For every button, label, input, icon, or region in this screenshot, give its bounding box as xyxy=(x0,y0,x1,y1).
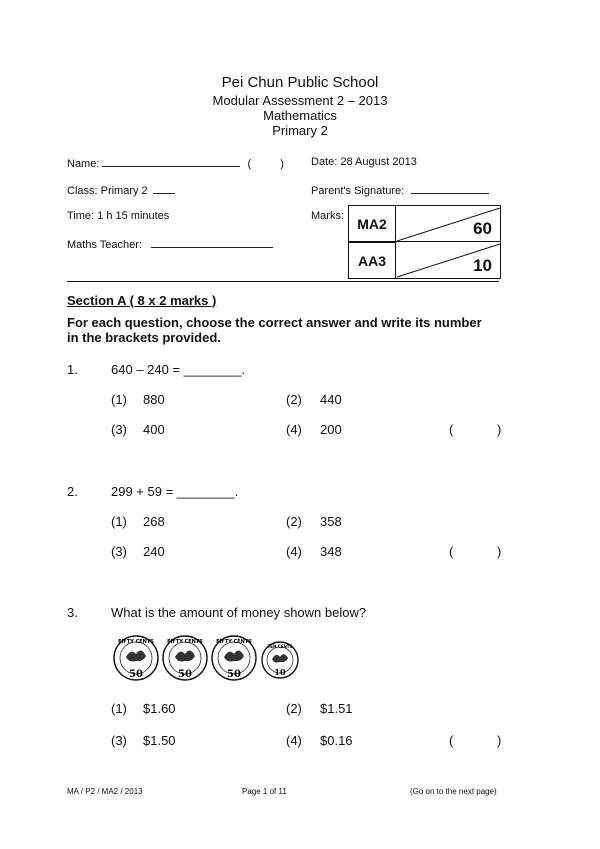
question-3-text: What is the amount of money shown below? xyxy=(111,605,367,620)
q1-option-1-value: 880 xyxy=(143,392,165,407)
q1-option-2-number: (2) xyxy=(286,392,302,407)
coin-10-cents-icon xyxy=(262,642,298,678)
name-paren-open: ( xyxy=(247,158,252,170)
coin-50-cents-3-icon xyxy=(212,636,256,680)
coins-illustration xyxy=(112,633,304,683)
question-2-number: 2. xyxy=(67,484,78,499)
coin-4-value: 10 xyxy=(274,667,286,677)
q1-answer-bracket-open[interactable]: ( xyxy=(449,422,454,437)
marks-row2-total: 10 xyxy=(473,256,492,275)
parent-signature-label: Parent's Signature: xyxy=(311,185,405,197)
q1-option-4-value: 200 xyxy=(320,422,342,437)
coin-2-ring-text: FIFTY CENTS xyxy=(167,639,203,645)
teacher-label: Maths Teacher: xyxy=(67,239,143,251)
q2-option-2-value: 358 xyxy=(320,514,342,529)
name-paren-close: ) xyxy=(280,158,284,170)
coin-50-cents-1-icon xyxy=(114,636,158,680)
footer-continue-note: (Go on to the next page) xyxy=(410,787,497,796)
level-title: Primary 2 xyxy=(272,123,328,138)
q2-option-3-value: 240 xyxy=(143,544,165,559)
q2-answer-bracket-open[interactable]: ( xyxy=(449,544,454,559)
q2-option-2-number: (2) xyxy=(286,514,302,529)
q2-option-1-number: (1) xyxy=(111,514,127,529)
q3-answer-bracket-close[interactable]: ) xyxy=(497,733,502,748)
section-divider xyxy=(67,281,499,282)
q3-option-2-number: (2) xyxy=(286,701,302,716)
q2-option-1-value: 268 xyxy=(143,514,165,529)
teacher-blank[interactable] xyxy=(151,237,273,248)
section-instruction-line2: in the brackets provided. xyxy=(67,330,221,345)
time-text: Time: 1 h 15 minutes xyxy=(67,210,170,222)
class-row xyxy=(67,183,175,197)
question-1-text: 640 – 240 = ________. xyxy=(111,362,246,377)
assessment-title: Modular Assessment 2 – 2013 xyxy=(212,93,388,108)
class-label: Class: Primary 2 xyxy=(67,185,148,197)
q3-option-2-value: $1.51 xyxy=(320,701,353,716)
question-3-number: 3. xyxy=(67,605,78,620)
coin-50-cents-2-icon xyxy=(163,636,207,680)
section-title: Section A ( 8 x 2 marks ) xyxy=(67,293,217,308)
marks-label: Marks: xyxy=(311,210,344,222)
coin-4-ring-text: TEN CENTS xyxy=(267,644,293,649)
marks-row1-total: 60 xyxy=(473,219,492,238)
class-blank[interactable] xyxy=(153,183,175,194)
parent-signature-row xyxy=(311,183,489,197)
q3-option-1-number: (1) xyxy=(111,701,127,716)
q1-option-3-number: (3) xyxy=(111,422,127,437)
q1-option-1-number: (1) xyxy=(111,392,127,407)
parent-signature-blank[interactable] xyxy=(411,183,489,194)
name-row xyxy=(67,156,284,170)
marks-row2-label: AA3 xyxy=(349,242,396,278)
coin-2-value: 50 xyxy=(178,669,192,680)
school-name: Pei Chun Public School xyxy=(221,74,379,91)
question-2-text: 299 + 59 = ________. xyxy=(111,484,239,499)
teacher-row xyxy=(67,237,273,251)
coin-1-value: 50 xyxy=(129,669,143,680)
q2-option-3-number: (3) xyxy=(111,544,127,559)
q2-option-4-value: 348 xyxy=(320,544,342,559)
coin-1-ring-text: FIFTY CENTS xyxy=(118,639,154,645)
coin-3-value: 50 xyxy=(227,669,241,680)
marks-box xyxy=(348,205,501,279)
footer-page-number: Page 1 of 11 xyxy=(242,787,287,796)
q3-option-4-number: (4) xyxy=(286,733,302,748)
coin-3-ring-text: FIFTY CENTS xyxy=(216,639,252,645)
q1-option-2-value: 440 xyxy=(320,392,342,407)
q2-option-4-number: (4) xyxy=(286,544,302,559)
q2-answer-bracket-close[interactable]: ) xyxy=(497,544,502,559)
question-1-number: 1. xyxy=(67,362,78,377)
subject-title: Mathematics xyxy=(263,108,337,123)
q1-answer-bracket-close[interactable]: ) xyxy=(497,422,502,437)
q3-option-1-value: $1.60 xyxy=(143,701,176,716)
marks-row1-label: MA2 xyxy=(349,206,396,241)
date-text: Date: 28 August 2013 xyxy=(311,156,417,168)
q3-option-3-number: (3) xyxy=(111,733,127,748)
q1-option-4-number: (4) xyxy=(286,422,302,437)
footer-code: MA / P2 / MA2 / 2013 xyxy=(67,787,143,796)
q3-option-4-value: $0.16 xyxy=(320,733,353,748)
name-blank[interactable] xyxy=(102,156,240,167)
q3-answer-bracket-open[interactable]: ( xyxy=(449,733,454,748)
q3-option-3-value: $1.50 xyxy=(143,733,176,748)
name-label: Name: xyxy=(67,158,100,170)
section-instruction-line1: For each question, choose the correct answer and write its number xyxy=(67,315,482,330)
q1-option-3-value: 400 xyxy=(143,422,165,437)
